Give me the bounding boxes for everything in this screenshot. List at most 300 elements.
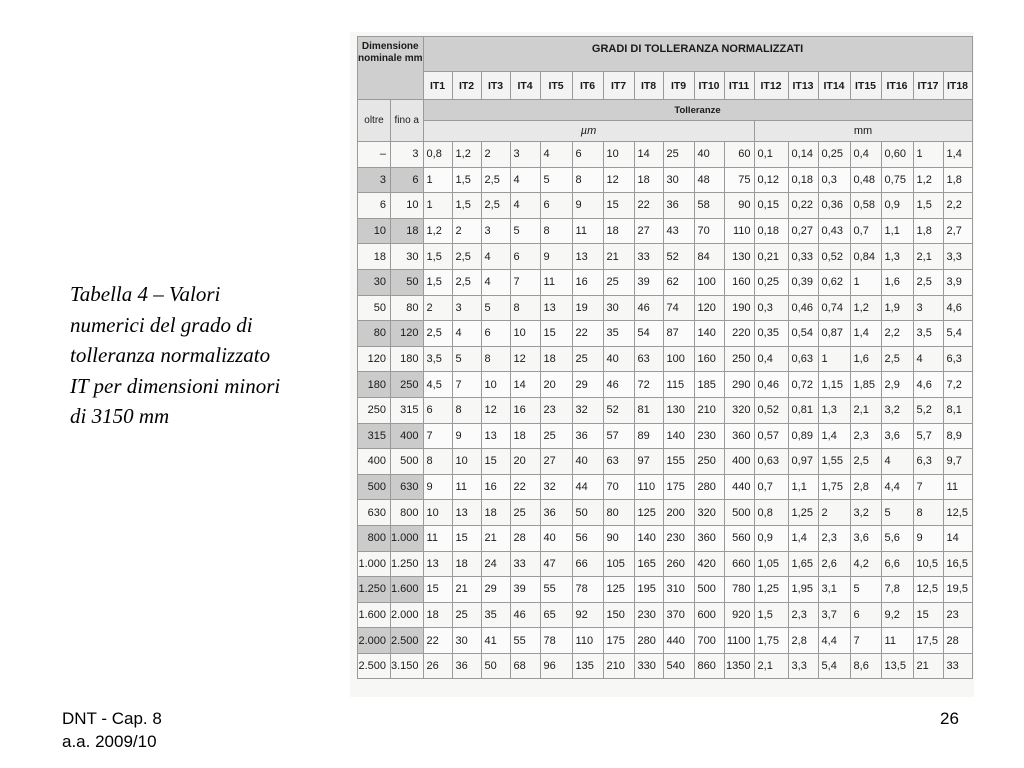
grade-header-it12: IT12	[754, 72, 788, 100]
grade-header-it10: IT10	[694, 72, 724, 100]
tolerance-value-cell: 210	[603, 653, 634, 679]
tolerance-value-cell: 2,7	[943, 218, 972, 244]
tolerance-value-cell: 1	[913, 142, 943, 168]
grades-title: GRADI DI TOLLERANZA NORMALIZZATI	[423, 37, 972, 72]
tolerance-value-cell: 0,52	[818, 244, 850, 270]
table-caption	[70, 279, 340, 432]
tolerance-value-cell: 360	[724, 423, 754, 449]
tolerance-value-cell: 58	[694, 193, 724, 219]
tolerance-value-cell: 35	[481, 602, 510, 628]
tolerance-value-cell: 18	[452, 551, 481, 577]
tolerance-value-cell: 1,2	[850, 295, 881, 321]
grade-header-it9: IT9	[663, 72, 694, 100]
tolerance-value-cell: 32	[540, 474, 572, 500]
tolerance-value-cell: 0,14	[788, 142, 818, 168]
tolerance-value-cell: 210	[694, 397, 724, 423]
tolerance-value-cell: 12	[481, 397, 510, 423]
tolerance-value-cell: 1	[423, 167, 452, 193]
tolerance-value-cell: 1	[850, 269, 881, 295]
tolerance-label: Tolleranze	[423, 100, 972, 121]
tolerance-value-cell: 0,43	[818, 218, 850, 244]
tolerance-value-cell: 92	[572, 602, 603, 628]
tolerance-value-cell: 0,8	[754, 500, 788, 526]
tolerance-value-cell: 0,52	[754, 397, 788, 423]
tolerance-value-cell: 25	[603, 269, 634, 295]
tolerance-value-cell: 5	[540, 167, 572, 193]
tolerance-value-cell: 20	[540, 372, 572, 398]
range-over-cell: 10	[358, 218, 391, 244]
tolerance-value-cell: 5,7	[913, 423, 943, 449]
tolerance-value-cell: 12,5	[913, 577, 943, 603]
tolerance-value-cell: 5	[881, 500, 913, 526]
tolerance-value-cell: 1,4	[818, 423, 850, 449]
tolerance-value-cell: 40	[694, 142, 724, 168]
tolerance-value-cell: 11	[943, 474, 972, 500]
tolerance-value-cell: 0,7	[754, 474, 788, 500]
tolerance-value-cell: 1,5	[423, 269, 452, 295]
tolerance-value-cell: 70	[603, 474, 634, 500]
tolerance-value-cell: 13,5	[881, 653, 913, 679]
range-to-cell: 50	[391, 269, 424, 295]
range-over-cell: 6	[358, 193, 391, 219]
tolerance-value-cell: 105	[603, 551, 634, 577]
tolerance-value-cell: 1,4	[788, 525, 818, 551]
tolerance-value-cell: 220	[724, 321, 754, 347]
tolerance-value-cell: 55	[540, 577, 572, 603]
tolerance-value-cell: 39	[510, 577, 540, 603]
range-to-cell: 120	[391, 321, 424, 347]
tolerance-value-cell: 1,15	[818, 372, 850, 398]
tolerance-value-cell: 2,1	[913, 244, 943, 270]
tolerance-value-cell: 16	[572, 269, 603, 295]
tolerance-value-cell: 2,2	[943, 193, 972, 219]
tolerance-value-cell: 0,4	[850, 142, 881, 168]
tolerance-value-cell: 54	[634, 321, 663, 347]
caption-line: tolleranza normalizzato	[70, 343, 271, 367]
tolerance-value-cell: 9,7	[943, 449, 972, 475]
table-row	[358, 372, 973, 398]
table-row	[358, 474, 973, 500]
tolerance-value-cell: 0,9	[754, 525, 788, 551]
tolerance-value-cell: 100	[694, 269, 724, 295]
range-over-cell: 3	[358, 167, 391, 193]
tolerance-value-cell: 290	[724, 372, 754, 398]
tolerance-value-cell: 190	[724, 295, 754, 321]
tolerance-value-cell: 0,8	[423, 142, 452, 168]
tolerance-value-cell: 1,1	[788, 474, 818, 500]
grade-header-it3: IT3	[481, 72, 510, 100]
tolerance-value-cell: 18	[540, 346, 572, 372]
tolerance-value-cell: 18	[510, 423, 540, 449]
tolerance-value-cell: 115	[663, 372, 694, 398]
tolerance-value-cell: 47	[540, 551, 572, 577]
range-to-cell: 1.600	[391, 577, 424, 603]
tolerance-value-cell: 2,2	[881, 321, 913, 347]
table-row	[358, 244, 973, 270]
tolerance-value-cell: 15	[452, 525, 481, 551]
tolerance-value-cell: 22	[634, 193, 663, 219]
tolerance-value-cell: 195	[634, 577, 663, 603]
footer-year: a.a. 2009/10	[62, 732, 157, 751]
tolerance-value-cell: 46	[634, 295, 663, 321]
tolerance-value-cell: 25	[510, 500, 540, 526]
range-to-cell: 800	[391, 500, 424, 526]
tolerance-table	[357, 36, 973, 679]
grade-header-it16: IT16	[881, 72, 913, 100]
page-number: 26	[940, 709, 959, 728]
tolerance-value-cell: 3,5	[423, 346, 452, 372]
table-row	[358, 193, 973, 219]
tolerance-value-cell: 0,33	[788, 244, 818, 270]
tolerance-value-cell: 0,89	[788, 423, 818, 449]
tolerance-value-cell: 1,9	[881, 295, 913, 321]
range-to-cell: 3.150	[391, 653, 424, 679]
grade-header-it18: IT18	[943, 72, 972, 100]
range-over-cell: 400	[358, 449, 391, 475]
tolerance-value-cell: 6	[850, 602, 881, 628]
tolerance-value-cell: 0,57	[754, 423, 788, 449]
tolerance-value-cell: 25	[663, 142, 694, 168]
tolerance-value-cell: 185	[694, 372, 724, 398]
tolerance-value-cell: 27	[540, 449, 572, 475]
tolerance-value-cell: 44	[572, 474, 603, 500]
tolerance-value-cell: 17,5	[913, 628, 943, 654]
tolerance-value-cell: 6	[510, 244, 540, 270]
caption-line: Tabella 4 – Valori	[70, 282, 221, 306]
tolerance-value-cell: 52	[663, 244, 694, 270]
tolerance-value-cell: 0,84	[850, 244, 881, 270]
tolerance-value-cell: 1,5	[452, 193, 481, 219]
tolerance-value-cell: 0,74	[818, 295, 850, 321]
tolerance-value-cell: 8,9	[943, 423, 972, 449]
tolerance-value-cell: 0,46	[788, 295, 818, 321]
tolerance-value-cell: 25	[452, 602, 481, 628]
tolerance-value-cell: 2,5	[452, 244, 481, 270]
tolerance-value-cell: 7	[452, 372, 481, 398]
tolerance-value-cell: 280	[634, 628, 663, 654]
range-to-cell: 630	[391, 474, 424, 500]
tolerance-value-cell: 1,2	[423, 218, 452, 244]
tolerance-value-cell: 8	[540, 218, 572, 244]
tolerance-value-cell: 4	[481, 269, 510, 295]
tolerance-value-cell: 2,3	[850, 423, 881, 449]
tolerance-value-cell: 1,5	[913, 193, 943, 219]
tolerance-value-cell: 5,4	[818, 653, 850, 679]
tolerance-value-cell: 40	[572, 449, 603, 475]
tolerance-value-cell: 4,5	[423, 372, 452, 398]
table-row	[358, 295, 973, 321]
tolerance-value-cell: 5	[510, 218, 540, 244]
range-over-cell: 2.500	[358, 653, 391, 679]
range-over-cell: 50	[358, 295, 391, 321]
tolerance-value-cell: 15	[603, 193, 634, 219]
table-row	[358, 551, 973, 577]
tolerance-value-cell: 9	[423, 474, 452, 500]
tolerance-value-cell: 36	[572, 423, 603, 449]
tolerance-value-cell: 2,8	[788, 628, 818, 654]
tolerance-value-cell: 97	[634, 449, 663, 475]
tolerance-value-cell: 41	[481, 628, 510, 654]
tolerance-value-cell: 0,81	[788, 397, 818, 423]
tolerance-value-cell: 15	[481, 449, 510, 475]
unit-millimeter: mm	[754, 121, 972, 142]
tolerance-value-cell: 500	[694, 577, 724, 603]
tolerance-value-cell: 40	[540, 525, 572, 551]
tolerance-value-cell: 6	[423, 397, 452, 423]
tolerance-value-cell: 0,15	[754, 193, 788, 219]
tolerance-value-cell: 22	[510, 474, 540, 500]
grade-header-it8: IT8	[634, 72, 663, 100]
tolerance-value-cell: 1,3	[881, 244, 913, 270]
tolerance-value-cell: 3,2	[881, 397, 913, 423]
tolerance-value-cell: 46	[510, 602, 540, 628]
tolerance-value-cell: 30	[603, 295, 634, 321]
tolerance-value-cell: 6,3	[943, 346, 972, 372]
tolerance-value-cell: 260	[663, 551, 694, 577]
tolerance-value-cell: 0,18	[788, 167, 818, 193]
tolerance-value-cell: 1,5	[452, 167, 481, 193]
grade-header-it5: IT5	[540, 72, 572, 100]
tolerance-value-cell: 8	[510, 295, 540, 321]
tolerance-value-cell: 87	[663, 321, 694, 347]
tolerance-value-cell: 81	[634, 397, 663, 423]
tolerance-value-cell: 5	[850, 577, 881, 603]
tolerance-value-cell: 0,39	[788, 269, 818, 295]
tolerance-value-cell: 0,25	[818, 142, 850, 168]
tolerance-value-cell: 2,6	[818, 551, 850, 577]
tolerance-value-cell: 33	[510, 551, 540, 577]
tolerance-value-cell: 6	[540, 193, 572, 219]
tolerance-value-cell: 70	[694, 218, 724, 244]
header-over: oltre	[358, 100, 391, 142]
tolerance-value-cell: 62	[663, 269, 694, 295]
tolerance-value-cell: 0,21	[754, 244, 788, 270]
tolerance-value-cell: 16,5	[943, 551, 972, 577]
footer-course-info	[62, 707, 162, 753]
tolerance-value-cell: 2,5	[481, 167, 510, 193]
tolerance-value-cell: 19	[572, 295, 603, 321]
tolerance-value-cell: 13	[572, 244, 603, 270]
range-to-cell: 180	[391, 346, 424, 372]
grade-header-it11: IT11	[724, 72, 754, 100]
tolerance-value-cell: 0,48	[850, 167, 881, 193]
tolerance-value-cell: 8	[481, 346, 510, 372]
tolerance-value-cell: 9,2	[881, 602, 913, 628]
tolerance-value-cell: 370	[663, 602, 694, 628]
tolerance-value-cell: 230	[634, 602, 663, 628]
tolerance-value-cell: 11	[540, 269, 572, 295]
tolerance-value-cell: 130	[663, 397, 694, 423]
tolerance-value-cell: 2,5	[452, 269, 481, 295]
tolerance-value-cell: 19,5	[943, 577, 972, 603]
tolerance-value-cell: 10	[423, 500, 452, 526]
tolerance-value-cell: 52	[603, 397, 634, 423]
range-over-cell: 1.000	[358, 551, 391, 577]
tolerance-value-cell: 21	[481, 525, 510, 551]
range-to-cell: 6	[391, 167, 424, 193]
tolerance-value-cell: 0,75	[881, 167, 913, 193]
tolerance-value-cell: 0,27	[788, 218, 818, 244]
tolerance-value-cell: 2,5	[850, 449, 881, 475]
tolerance-value-cell: 15	[913, 602, 943, 628]
tolerance-value-cell: 330	[634, 653, 663, 679]
tolerance-value-cell: 1,5	[423, 244, 452, 270]
tolerance-value-cell: 78	[540, 628, 572, 654]
range-to-cell: 500	[391, 449, 424, 475]
tolerance-value-cell: 560	[724, 525, 754, 551]
tolerance-value-cell: 1,05	[754, 551, 788, 577]
tolerance-value-cell: 2,5	[881, 346, 913, 372]
range-to-cell: 1.250	[391, 551, 424, 577]
tolerance-value-cell: 2	[818, 500, 850, 526]
tolerance-value-cell: 6	[572, 142, 603, 168]
tolerance-value-cell: 7	[423, 423, 452, 449]
tolerance-value-cell: 5,2	[913, 397, 943, 423]
tolerance-value-cell: 12	[603, 167, 634, 193]
tolerance-value-cell: 700	[694, 628, 724, 654]
range-to-cell: 400	[391, 423, 424, 449]
tolerance-value-cell: 15	[540, 321, 572, 347]
tolerance-value-cell: 21	[913, 653, 943, 679]
tolerance-value-cell: 36	[663, 193, 694, 219]
tolerance-value-cell: 43	[663, 218, 694, 244]
tolerance-value-cell: 440	[724, 474, 754, 500]
tolerance-value-cell: 3,2	[850, 500, 881, 526]
tolerance-value-cell: 1,2	[452, 142, 481, 168]
tolerance-value-cell: 13	[423, 551, 452, 577]
tolerance-value-cell: 280	[694, 474, 724, 500]
tolerance-value-cell: 2,1	[850, 397, 881, 423]
tolerance-value-cell: 20	[510, 449, 540, 475]
table-row	[358, 500, 973, 526]
range-over-cell: 250	[358, 397, 391, 423]
caption-line: IT per dimensioni minori	[70, 373, 281, 398]
tolerance-value-cell: 11	[452, 474, 481, 500]
tolerance-value-cell: 33	[943, 653, 972, 679]
tolerance-value-cell: 1,55	[818, 449, 850, 475]
tolerance-value-cell: 10	[603, 142, 634, 168]
tolerance-value-cell: 0,7	[850, 218, 881, 244]
range-over-cell: 30	[358, 269, 391, 295]
range-to-cell: 315	[391, 397, 424, 423]
tolerance-value-cell: 3,7	[818, 602, 850, 628]
tolerance-value-cell: 0,63	[788, 346, 818, 372]
tolerance-value-cell: 1350	[724, 653, 754, 679]
tolerance-value-cell: 26	[423, 653, 452, 679]
tolerance-value-cell: 24	[481, 551, 510, 577]
tolerance-value-cell: 55	[510, 628, 540, 654]
tolerance-value-cell: 1,3	[818, 397, 850, 423]
tolerance-value-cell: 3,6	[881, 423, 913, 449]
tolerance-value-cell: 1,4	[850, 321, 881, 347]
tolerance-value-cell: 2,1	[754, 653, 788, 679]
tolerance-value-cell: 18	[481, 500, 510, 526]
tolerance-value-cell: 50	[481, 653, 510, 679]
tolerance-value-cell: 440	[663, 628, 694, 654]
tolerance-value-cell: 8	[452, 397, 481, 423]
tolerance-value-cell: 100	[663, 346, 694, 372]
tolerance-value-cell: 2	[452, 218, 481, 244]
tolerance-value-cell: 4	[881, 449, 913, 475]
unit-micrometer: µm	[423, 121, 754, 142]
range-over-cell: 500	[358, 474, 391, 500]
range-over-cell: –	[358, 142, 391, 168]
tolerance-value-cell: 0,18	[754, 218, 788, 244]
table-row	[358, 602, 973, 628]
tolerance-value-cell: 4,6	[913, 372, 943, 398]
tolerance-value-cell: 600	[694, 602, 724, 628]
tolerance-value-cell: 0,62	[818, 269, 850, 295]
tolerance-value-cell: 14	[634, 142, 663, 168]
tolerance-value-cell: 18	[423, 602, 452, 628]
tolerance-value-cell: 2,8	[850, 474, 881, 500]
range-to-cell: 80	[391, 295, 424, 321]
tolerance-value-cell: 1,1	[881, 218, 913, 244]
tolerance-value-cell: 4,4	[881, 474, 913, 500]
caption-line: di 3150 mm	[70, 404, 170, 428]
tolerance-value-cell: 0,36	[818, 193, 850, 219]
tolerance-value-cell: 6,6	[881, 551, 913, 577]
tolerance-value-cell: 63	[634, 346, 663, 372]
tolerance-value-cell: 9	[572, 193, 603, 219]
tolerance-value-cell: 16	[481, 474, 510, 500]
tolerance-value-cell: 30	[663, 167, 694, 193]
tolerance-value-cell: 310	[663, 577, 694, 603]
tolerance-value-cell: 500	[724, 500, 754, 526]
tolerance-value-cell: 0,4	[754, 346, 788, 372]
tolerance-value-cell: 175	[663, 474, 694, 500]
tolerance-value-cell: 3,3	[943, 244, 972, 270]
tolerance-value-cell: 780	[724, 577, 754, 603]
tolerance-value-cell: 29	[572, 372, 603, 398]
tolerance-value-cell: 13	[481, 423, 510, 449]
tolerance-value-cell: 1,8	[913, 218, 943, 244]
tolerance-value-cell: 48	[694, 167, 724, 193]
tolerance-value-cell: 7	[850, 628, 881, 654]
tolerance-value-cell: 0,22	[788, 193, 818, 219]
tolerance-value-cell: 12,5	[943, 500, 972, 526]
tolerance-value-cell: 0,1	[754, 142, 788, 168]
grade-header-it7: IT7	[603, 72, 634, 100]
tolerance-value-cell: 5	[481, 295, 510, 321]
tolerance-value-cell: 2	[481, 142, 510, 168]
tolerance-value-cell: 15	[423, 577, 452, 603]
tolerance-value-cell: 6	[481, 321, 510, 347]
tolerance-value-cell: 4,2	[850, 551, 881, 577]
tolerance-value-cell: 8,1	[943, 397, 972, 423]
tolerance-value-cell: 3	[510, 142, 540, 168]
table-row	[358, 269, 973, 295]
tolerance-value-cell: 5,6	[881, 525, 913, 551]
tolerance-value-cell: 96	[540, 653, 572, 679]
tolerance-value-cell: 0,35	[754, 321, 788, 347]
tolerance-value-cell: 72	[634, 372, 663, 398]
grade-header-it14: IT14	[818, 72, 850, 100]
tolerance-value-cell: 1,25	[754, 577, 788, 603]
tolerance-value-cell: 75	[724, 167, 754, 193]
tolerance-value-cell: 60	[724, 142, 754, 168]
tolerance-value-cell: 11	[572, 218, 603, 244]
range-over-cell: 1.250	[358, 577, 391, 603]
tolerance-value-cell: 0,54	[788, 321, 818, 347]
tolerance-value-cell: 1,6	[850, 346, 881, 372]
tolerance-value-cell: 400	[724, 449, 754, 475]
tolerance-value-cell: 165	[634, 551, 663, 577]
tolerance-value-cell: 4,6	[943, 295, 972, 321]
tolerance-value-cell: 3,5	[913, 321, 943, 347]
tolerance-value-cell: 4	[452, 321, 481, 347]
range-over-cell: 800	[358, 525, 391, 551]
